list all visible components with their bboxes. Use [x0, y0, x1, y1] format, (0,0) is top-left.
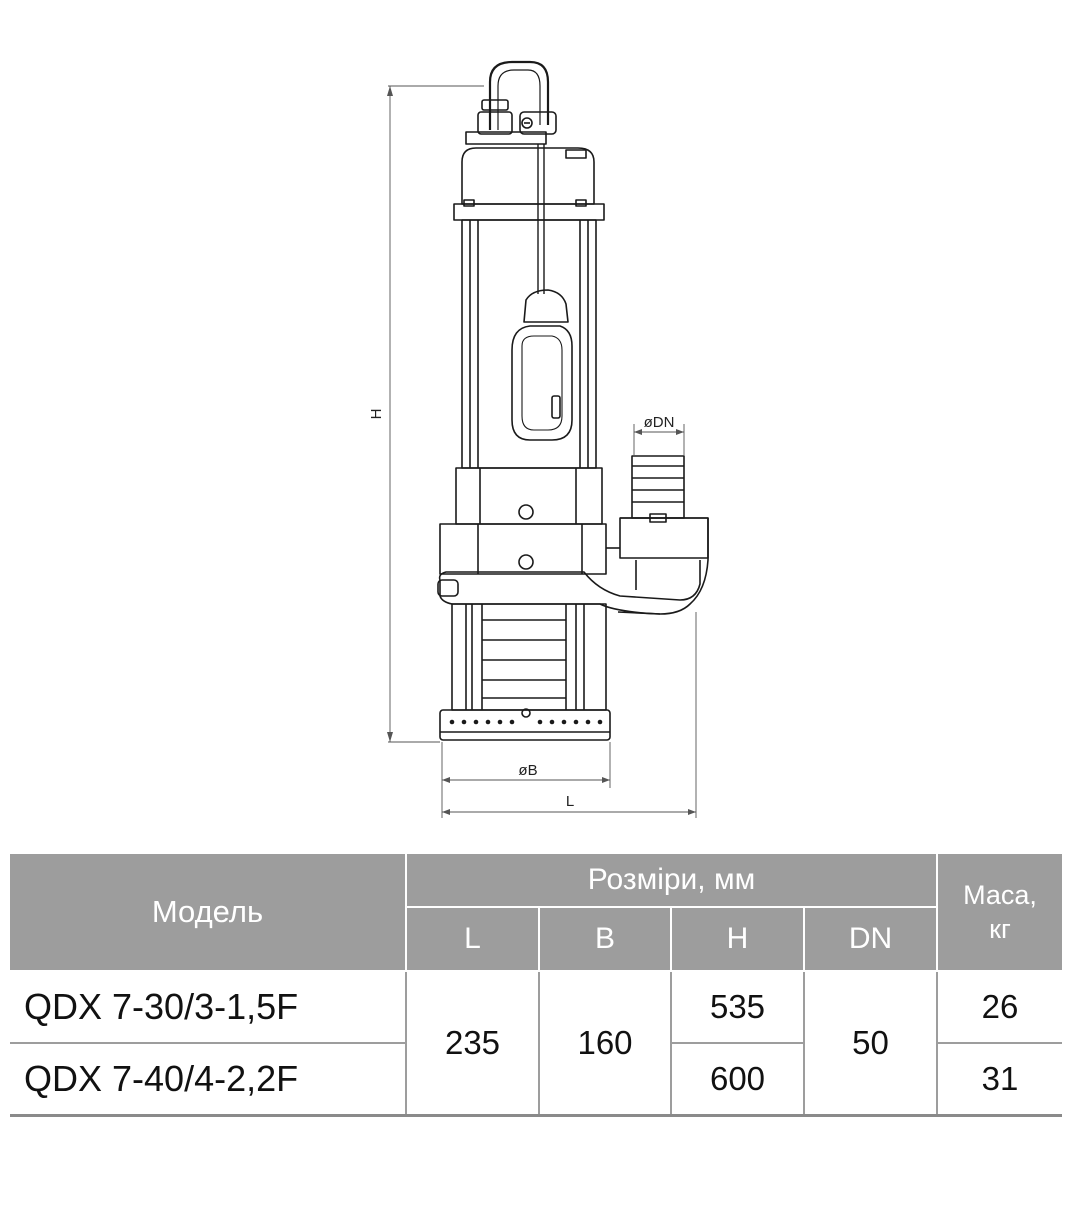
header-col-l: L: [406, 907, 539, 971]
dim-label-l: L: [565, 793, 575, 810]
motor-body: [462, 144, 596, 468]
header-mass-line1: Маса,: [963, 880, 1037, 910]
strainer-cage: [440, 604, 610, 740]
dim-label-b: øB: [518, 762, 538, 779]
cell-l: 235: [406, 971, 539, 1115]
base-holes: [450, 720, 603, 725]
header-mass: [937, 853, 1062, 971]
header-dimensions: Розміри, мм: [406, 853, 937, 907]
cell-h: 600: [671, 1043, 804, 1115]
dimension-lines: [388, 86, 696, 818]
dimension-arrows: [387, 86, 696, 815]
header-col-b: B: [539, 907, 671, 971]
model-cell: QDX 7-30/3-1,5F: [10, 971, 406, 1043]
dim-label-h: H: [368, 408, 385, 420]
cell-h: 535: [671, 971, 804, 1043]
dim-label-dn: øDN: [643, 414, 675, 431]
cell-b: 160: [539, 971, 671, 1115]
cell-mass: 26: [937, 971, 1062, 1043]
discharge-outlet: [618, 456, 708, 614]
header-model: Модель: [10, 853, 406, 971]
header-mass-line2: кг: [989, 914, 1011, 944]
table-row: [10, 971, 1062, 1043]
model-cell: QDX 7-40/4-2,2F: [10, 1043, 406, 1115]
pump-middle: [440, 468, 620, 574]
cell-dn: 50: [804, 971, 937, 1115]
header-col-h: H: [671, 907, 804, 971]
spec-table: [10, 852, 1062, 1117]
motor-head: [454, 148, 604, 220]
cable-loop: [466, 62, 556, 144]
header-col-dn: DN: [804, 907, 937, 971]
cell-mass: 31: [937, 1043, 1062, 1115]
